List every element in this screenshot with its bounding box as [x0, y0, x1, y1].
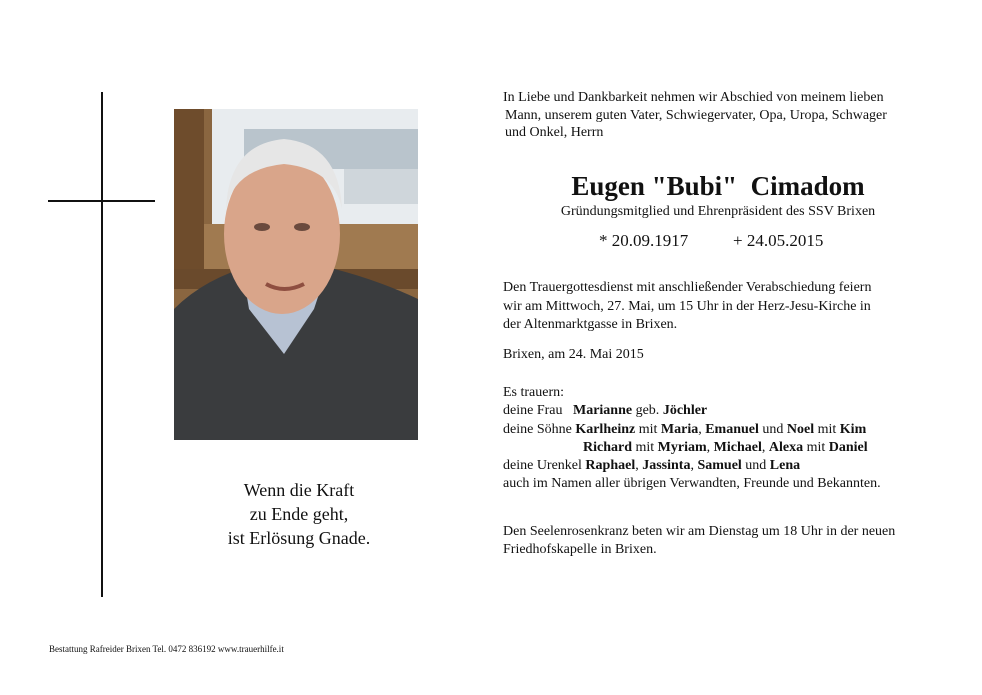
great-grandchild-name: Raphael — [585, 458, 636, 474]
funeral-service-text — [503, 279, 933, 335]
deceased-subtitle: Gründungsmitglied und Ehrenpräsident des SSV Brixen — [560, 204, 876, 219]
separator: , — [761, 439, 766, 455]
service-line: Den Trauergottesdienst mit anschließender Verabschiedung feiern — [503, 280, 872, 295]
great-grandchild-name: Jassinta — [642, 458, 691, 474]
nee: geb. — [635, 403, 660, 419]
connector: mit — [806, 439, 826, 455]
mourners-heading: Es trauern: — [503, 385, 565, 400]
son-name: Noel — [786, 421, 815, 437]
mourners-closing: auch im Namen aller übrigen Verwandten, Freunde und Bekannten. — [503, 476, 881, 492]
mourner-row-grandchildren — [503, 439, 943, 457]
mourners-list — [503, 384, 943, 494]
prefix: deine Söhne — [503, 421, 572, 437]
place-and-date: Brixen, am 24. Mai 2015 — [503, 347, 644, 362]
grandchild-name: Michael — [713, 439, 762, 455]
separator: , — [706, 439, 711, 455]
service-line: der Altenmarktgasse in Brixen. — [503, 317, 678, 332]
birth-date: * 20.09.1917 — [599, 231, 689, 250]
quote-line: Wenn die Kraft — [243, 480, 355, 500]
rosary-line: Den Seelenrosenkranz beten wir am Dienstag um 18 Uhr in der neuen — [503, 524, 896, 539]
death-date: + 24.05.2015 — [733, 231, 824, 250]
separator: , — [635, 458, 639, 474]
prefix: deine Frau — [503, 403, 563, 419]
great-grandchild-name: Samuel — [697, 458, 742, 474]
funeral-home-footer: Bestattung Rafreider Brixen Tel. 0472 836192 www.trauerhilfe.it — [49, 644, 284, 654]
intro-line: In Liebe und Dankbarkeit nehmen wir Abschied von meinem lieben — [503, 90, 884, 105]
mourner-row-sons — [503, 421, 943, 439]
quote-line: ist Erlösung Gnade. — [227, 528, 371, 548]
deceased-name: Eugen "Bubi" Cimadom — [571, 171, 865, 201]
partner-name: Myriam — [657, 439, 707, 455]
prefix: deine Urenkel — [503, 458, 582, 474]
separator: , — [698, 421, 702, 437]
intro-line: Mann, unserem guten Vater, Schwiegervater, Opa, Uropa, Schwager — [505, 107, 887, 123]
son-name: Richard — [583, 439, 632, 455]
portrait-photo — [174, 109, 418, 440]
quote-line: zu Ende geht, — [249, 504, 349, 524]
wife-name: Marianne — [572, 403, 633, 419]
intro-line: und Onkel, Herrn — [505, 125, 604, 140]
cross-vertical-bar — [101, 92, 103, 597]
connector: und — [762, 421, 784, 437]
wife-maiden-name: Jöchler — [662, 403, 708, 419]
partner-name: Daniel — [828, 439, 868, 455]
connector: mit — [817, 421, 837, 437]
son-name: Emanuel — [705, 421, 759, 437]
cross-horizontal-bar — [48, 200, 155, 202]
rosary-prayer-text — [503, 523, 943, 559]
intro-text — [503, 89, 933, 142]
great-grandchild-name: Lena — [769, 458, 801, 474]
rosary-line: Friedhofskapelle in Brixen. — [503, 542, 657, 557]
connector: und — [745, 458, 767, 474]
partner-name: Kim — [839, 421, 867, 437]
mourner-row-great-grandchildren — [503, 457, 943, 475]
partner-name: Maria — [660, 421, 699, 437]
mourner-row-wife — [503, 402, 943, 420]
memorial-quote — [174, 478, 424, 550]
grandchild-name: Alexa — [768, 439, 804, 455]
service-line: wir am Mittwoch, 27. Mai, um 15 Uhr in der Herz-Jesu-Kirche in — [503, 298, 871, 314]
son-name: Karlheinz — [575, 421, 636, 437]
connector: mit — [638, 421, 658, 437]
connector: mit — [635, 439, 655, 455]
separator: , — [690, 458, 694, 474]
